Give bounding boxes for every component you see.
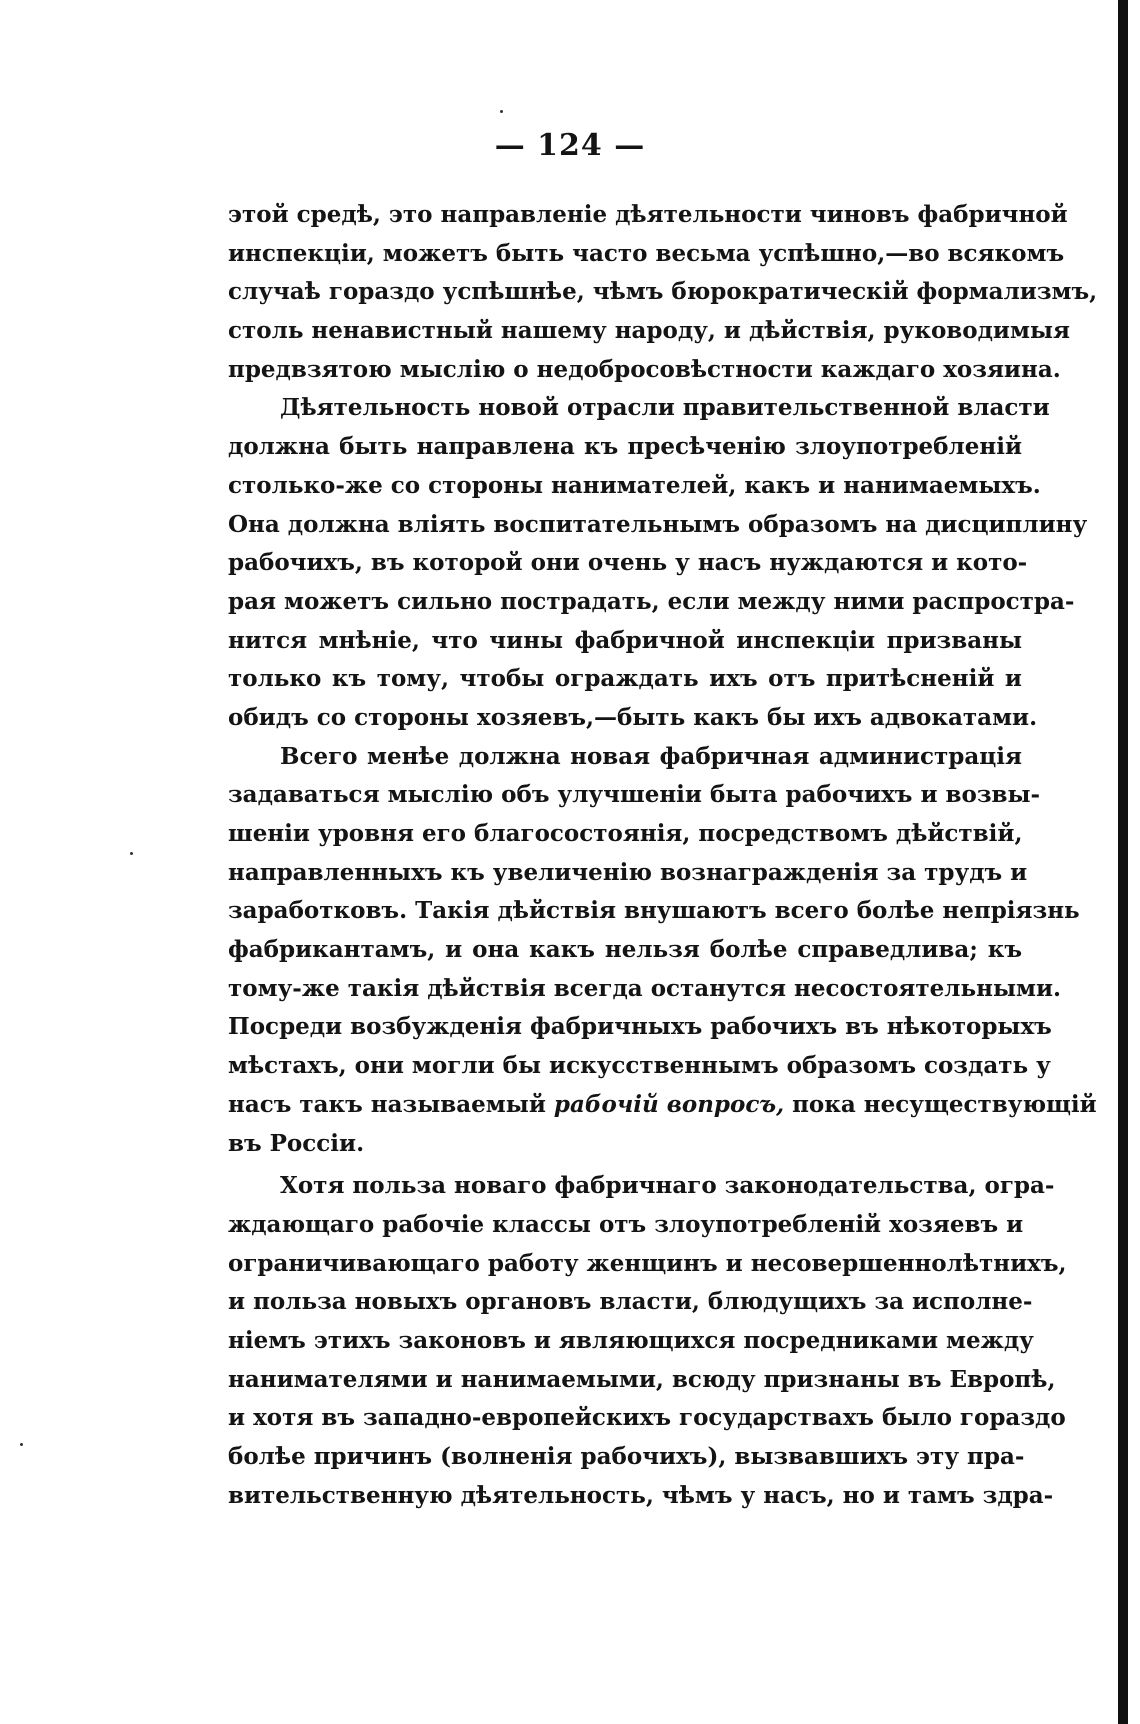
text-line: инспекціи, можетъ быть часто весьма успѣшно,—во всякомъ (228, 239, 1065, 267)
text-line: Хотя польза новаго фабричнаго законодательства, огра- (280, 1172, 1055, 1200)
text-line: фабрикантамъ, и она какъ нельзя болѣе справедлива; къ (228, 936, 1022, 964)
body-text (228, 196, 1098, 1515)
scan-speck (130, 852, 133, 855)
text-line: ждающаго рабочіе классы отъ злоупотребленій хозяевъ и (228, 1210, 1024, 1238)
text-line: только къ тому, чтобы ограждать ихъ отъ притѣсненій и (228, 665, 1022, 693)
text-line: направленныхъ къ увеличенію вознагражденія за трудъ и (228, 858, 1028, 886)
text-line: и хотя въ западно-европейскихъ государствахъ было гораздо (228, 1404, 1066, 1432)
paragraph-1 (228, 196, 1098, 389)
text-line: столько-же со стороны нанимателей, какъ и нанимаемыхъ. (228, 471, 1041, 499)
text-line: Она должна вліять воспитательнымъ образомъ на дисциплину (228, 510, 1088, 538)
text-line: нится мнѣніе, что чины фабричной инспекціи призваны (228, 626, 1022, 654)
text-line: этой средѣ, это направленіе дѣятельности чиновъ фабричной (228, 201, 1068, 228)
text-line-with-italic (228, 1086, 1097, 1125)
text-line: рабочихъ, въ которой они очень у насъ нуждаются и кото- (228, 549, 1028, 577)
text-line: случаѣ гораздо успѣшнѣе, чѣмъ бюрократическій формализмъ, (228, 278, 1098, 306)
text-line: столь ненавистный нашему народу, и дѣйствія, руководимыя (228, 317, 1071, 345)
text-line: мѣстахъ, они могли бы искусственнымъ образомъ создать у (228, 1052, 1051, 1080)
scan-edge-border (1118, 0, 1128, 1724)
text-line: Дѣятельность новой отрасли правительственной власти (280, 394, 1050, 422)
paragraph-4 (228, 1167, 1067, 1515)
text-line: обидъ со стороны хозяевъ,—быть какъ бы ихъ адвокатами. (228, 703, 1038, 731)
page-number: — 124 — (494, 128, 646, 163)
text-line: Всего менѣе должна новая фабричная администрація (280, 742, 1022, 770)
text-line: вительственную дѣятельность, чѣмъ у насъ, но и тамъ здра- (228, 1481, 1054, 1509)
text-line: рая можетъ сильно пострадать, если между ними распростра- (228, 587, 1075, 615)
paragraph-2 (228, 389, 1088, 737)
italic-term: рабочій вопросъ, (553, 1090, 785, 1118)
text-line: и польза новыхъ органовъ власти, блюдущихъ за исполне- (228, 1288, 1033, 1316)
text-line: ограничивающаго работу женщинъ и несовершеннолѣтнихъ, (228, 1249, 1067, 1277)
text-line: предвзятою мыслію о недобросовѣстности каждаго хозяина. (228, 355, 1061, 383)
scan-speck (20, 1443, 23, 1446)
text-line: шеніи уровня его благосостоянія, посредствомъ дѣйствій, (228, 820, 1023, 847)
paragraph-3 (228, 738, 1097, 1164)
text-line: болѣе причинъ (волненія рабочихъ), вызвавшихъ эту пра- (228, 1443, 1025, 1470)
text-line: нанимателями и нанимаемыми, всюду признаны въ Европѣ, (228, 1365, 1056, 1393)
text-line: задаваться мыслію объ улучшеніи быта рабочихъ и возвы- (228, 781, 1041, 809)
text-line: должна быть направлена къ пресѣченію злоупотребленій (228, 433, 1022, 461)
text-line: ніемъ этихъ законовъ и являющихся посредниками между (228, 1326, 1034, 1354)
text-line: тому-же такія дѣйствія всегда останутся несостоятельными. (228, 974, 1062, 1002)
text-line: заработковъ. Такія дѣйствія внушаютъ всего болѣе непріязнь (228, 897, 1080, 925)
scan-speck (500, 110, 503, 113)
text-fragment: насъ такъ называемый (228, 1090, 554, 1118)
text-fragment: пока несуществующій (784, 1090, 1097, 1118)
text-line: Посреди возбужденія фабричныхъ рабочихъ въ нѣкоторыхъ (228, 1013, 1052, 1041)
text-line: въ Россіи. (228, 1129, 365, 1157)
